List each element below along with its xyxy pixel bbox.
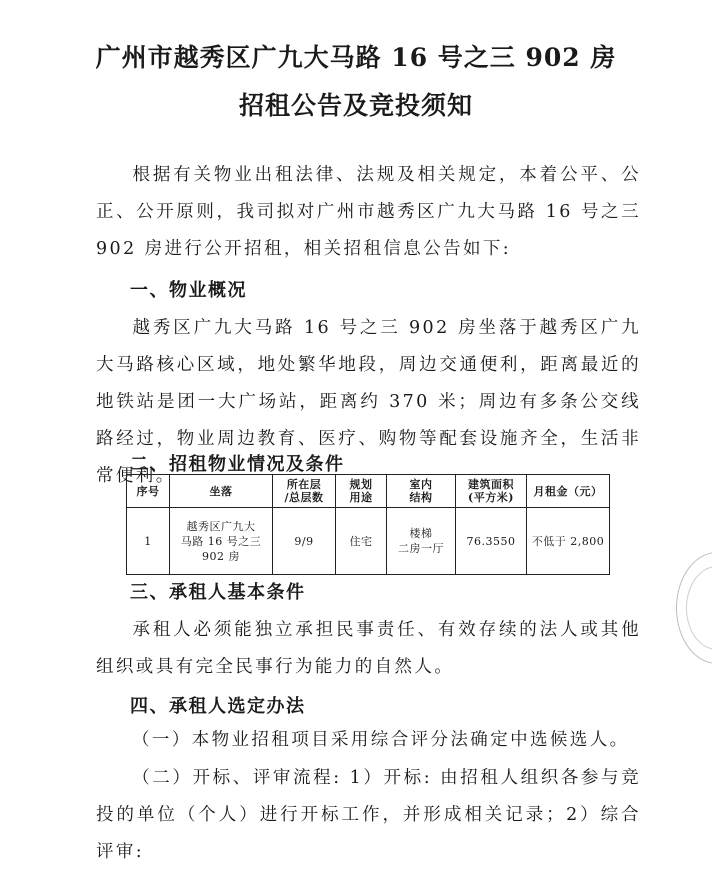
cell-area: 76.3550 [456,508,527,575]
document-title-line2: 招租公告及竞投须知 [238,91,473,120]
section4-item2: （二）开标、评审流程: 1）开标: 由招租人组织各参与竞投的单位（个人）进行开标工作，并形成相关记录；2）综合评审: [96,768,641,862]
section3-paragraph [96,612,641,686]
col-header-area: 建筑面积 (平方米) [456,475,527,508]
cell-no: 1 [127,508,170,575]
intro-text: 根据有关物业出租法律、法规及相关规定，本着公平、公正、公开原则，我司拟对广州市越秀区广九大马路 16 号之三 902 房进行公开招租，相关招租信息公告如下: [96,165,641,259]
section4-item1: （一）本物业招租项目采用综合评分法确定中选候选人。 [132,730,630,750]
col-header-location: 坐落 [170,475,273,508]
section3-heading: 三、承租人基本条件 [130,582,306,603]
cell-floor: 9/9 [273,508,336,575]
cell-rent: 不低于 2,800 [527,508,610,575]
document-title-line1: 广州市越秀区广九大马路 16 号之三 902 房 [95,43,617,72]
section3-text: 承租人必须能独立承担民事责任、有效存续的法人或其他组织或具有完全民事行为能力的自然人。 [96,620,641,677]
col-header-rent: 月租金（元） [527,475,610,508]
col-header-structure: 室内 结构 [387,475,456,508]
section1-heading: 一、物业概况 [130,280,247,301]
cell-use: 住宅 [336,508,387,575]
col-header-floor: 所在层 /总层数 [273,475,336,508]
section4-item2-paragraph [96,760,641,871]
table-header-row [127,475,610,508]
col-header-use: 规划 用途 [336,475,387,508]
col-header-no: 序号 [127,475,170,508]
table-row [127,508,610,575]
cell-location: 越秀区广九大 马路 16 号之三 902 房 [170,508,273,575]
intro-paragraph [96,157,641,268]
cell-structure: 楼梯 二房一厅 [387,508,456,575]
section4-heading: 四、承租人选定办法 [130,696,306,717]
section1-text: 越秀区广九大马路 16 号之三 902 房坐落于越秀区广九大马路核心区域，地处繁华地段，周边交通便利，距离最近的地铁站是团一大广场站，距离约 370 米；周边有多条公交线路经过，物业周边教育、医疗、购物等配套设施齐全，生活非常便利。 [96,318,641,486]
property-table [126,474,610,575]
section4-item1-paragraph [96,722,641,759]
section2-heading: 二、招租物业情况及条件 [130,454,345,475]
